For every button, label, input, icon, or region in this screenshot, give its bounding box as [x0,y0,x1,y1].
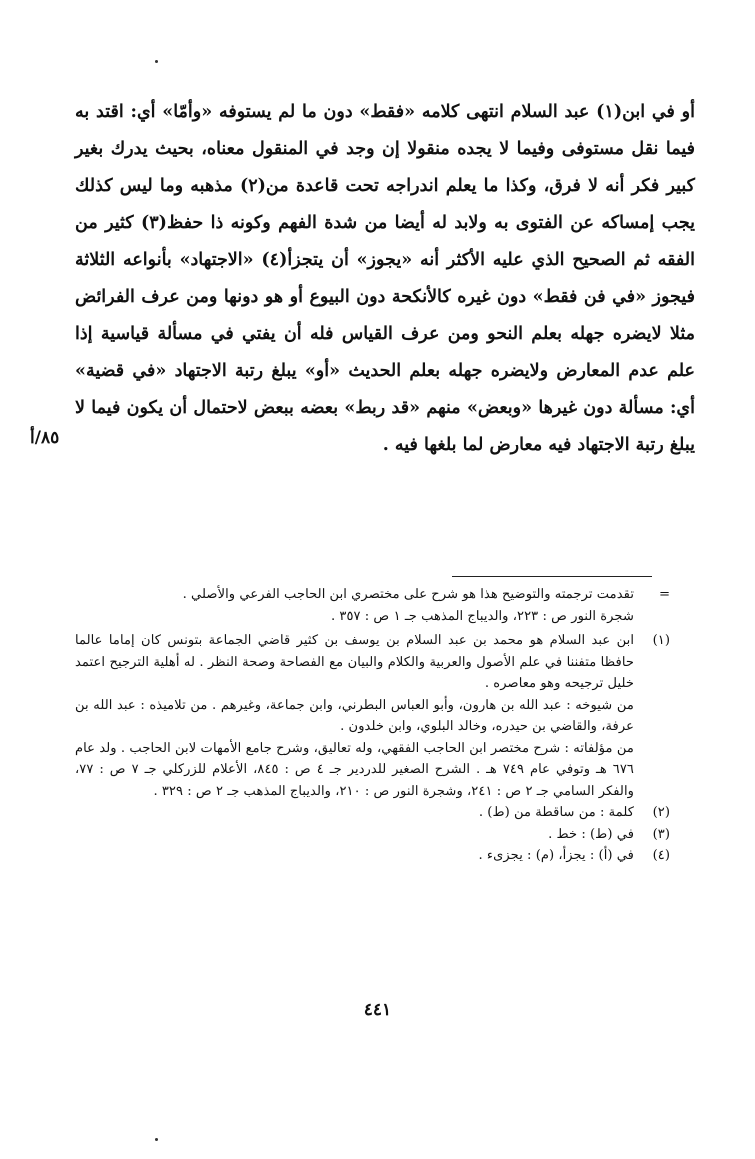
footnote-2 [75,802,670,824]
footnote-body [75,630,634,802]
footnote-line: تقدمت ترجمته والتوضيح هذا هو شرح على مختصري ابن الحاجب الفرعي والأصلي . [182,587,634,602]
footnote-continued [75,584,670,627]
footnote-marker: = [658,587,670,602]
footnote-line: في (ط) : خط . [548,826,634,842]
footnote-body [75,824,634,846]
footnote-marker: (٣) [652,826,670,842]
footnote-separator [452,576,652,577]
footnote-line: في (أ) : يجزأ، (م) : يجزىء . [478,848,634,863]
footnote-marker: (١) [652,633,670,648]
footnote-1 [75,630,670,802]
footnotes-section [75,584,670,867]
main-paragraph: أو في ابن(١) عبد السلام انتهى كلامه «فقط» دون ما لم يستوفه «وأمّا» أي: اقتد به فيما نقل مستوفى وفيما لا يجده منقولا إن وجد في المنقول معناه، بحيث يدرك بغير كبير فكر أنه لا فرق، وكذا ما يعلم اندراجه تحت قاعدة من(٢) مذهبه وما ليس كذلك يجب إمساكه عن الفتوى به ولابد له أيضا من شدة الفهم وكونه ذا حفظ(٣) كثير من الفقه ثم الصحيح الذي عليه الأكثر أنه «يجوز» أن يتجزأ(٤) «الاجتهاد» بأنواعه الثلاثة فيجوز «في فن فقط» دون غيره كالأنكحة دون البيوع أو هو دونها ومن عرف الفرائض مثلا لايضره جهله بعلم النحو ومن عرف القياس فله أن يفتي في مسألة قياسية إذا علم عدم المعارض ولايضره جهله بعلم الحديث «أو» يبلغ رتبة الاجتهاد «في قضية» أي: مسألة دون غيرها «وبعض» منهم «قد ربط» بعضه ببعض لاحتمال أن يكون فيما لا يبلغ رتبة الاجتهاد فيه معارض لما بلغها فيه . [75,102,696,455]
main-text-block [75,94,695,464]
page-number: ٤٤١ [363,1000,392,1020]
footnote-line: ابن عبد السلام هو محمد بن عبد السلام بن يوسف بن كثير قاضي الجماعة بتونس كان إماما عالما حافظا متفننا في علم الأصول والعربية والكلام والبيان مع الفصاحة وصحة النظر . له أهلية الترجيح اعتمد خليل ترجيحه وهو معاصره . [75,633,634,691]
footnote-line: من مؤلفاته : شرح مختصر ابن الحاجب الفقهي، وله تعاليق، وشرح جامع الأمهات لابن الحاجب . ولد عام ٦٧٦ هـ وتوفي عام ٧٤٩ هـ . الشرح الصغير للدردير جـ ٤ ص : ٨٤٥، الأعلام للزركلي جـ ٧ ص : ٧٧، والفكر السامي جـ ٢ ص : ٢٤١، وشجرة النور ص : ٢١٠، والديباج المذهب جـ ٢ ص : ٣٢٩ . [75,740,635,799]
folio-margin-note: ٨٥/أ [30,428,60,448]
footnote-line: من شيوخه : عبد الله بن هارون، وأبو العباس البطرني، وابن جماعة، وغيرهم . من تلاميذه : عبد الله بن عرفة، والقاضي بن حيدره، وخالد البلوي، وابن خلدون . [75,697,634,734]
footnote-body [75,584,634,627]
footnote-body [75,845,634,867]
scan-speck [155,1138,158,1141]
footnote-line: شجرة النور ص : ٢٢٣، والديباج المذهب جـ ١ ص : ٣٥٧ . [330,608,634,624]
footnote-marker: (٤) [652,848,670,863]
footnote-body [75,802,634,824]
footnote-marker: (٢) [652,805,670,820]
footnote-line: كلمة : من ساقطة من (ط) . [478,805,634,820]
footnote-4 [75,845,670,867]
scan-speck [155,60,158,63]
footnote-3 [75,824,670,846]
